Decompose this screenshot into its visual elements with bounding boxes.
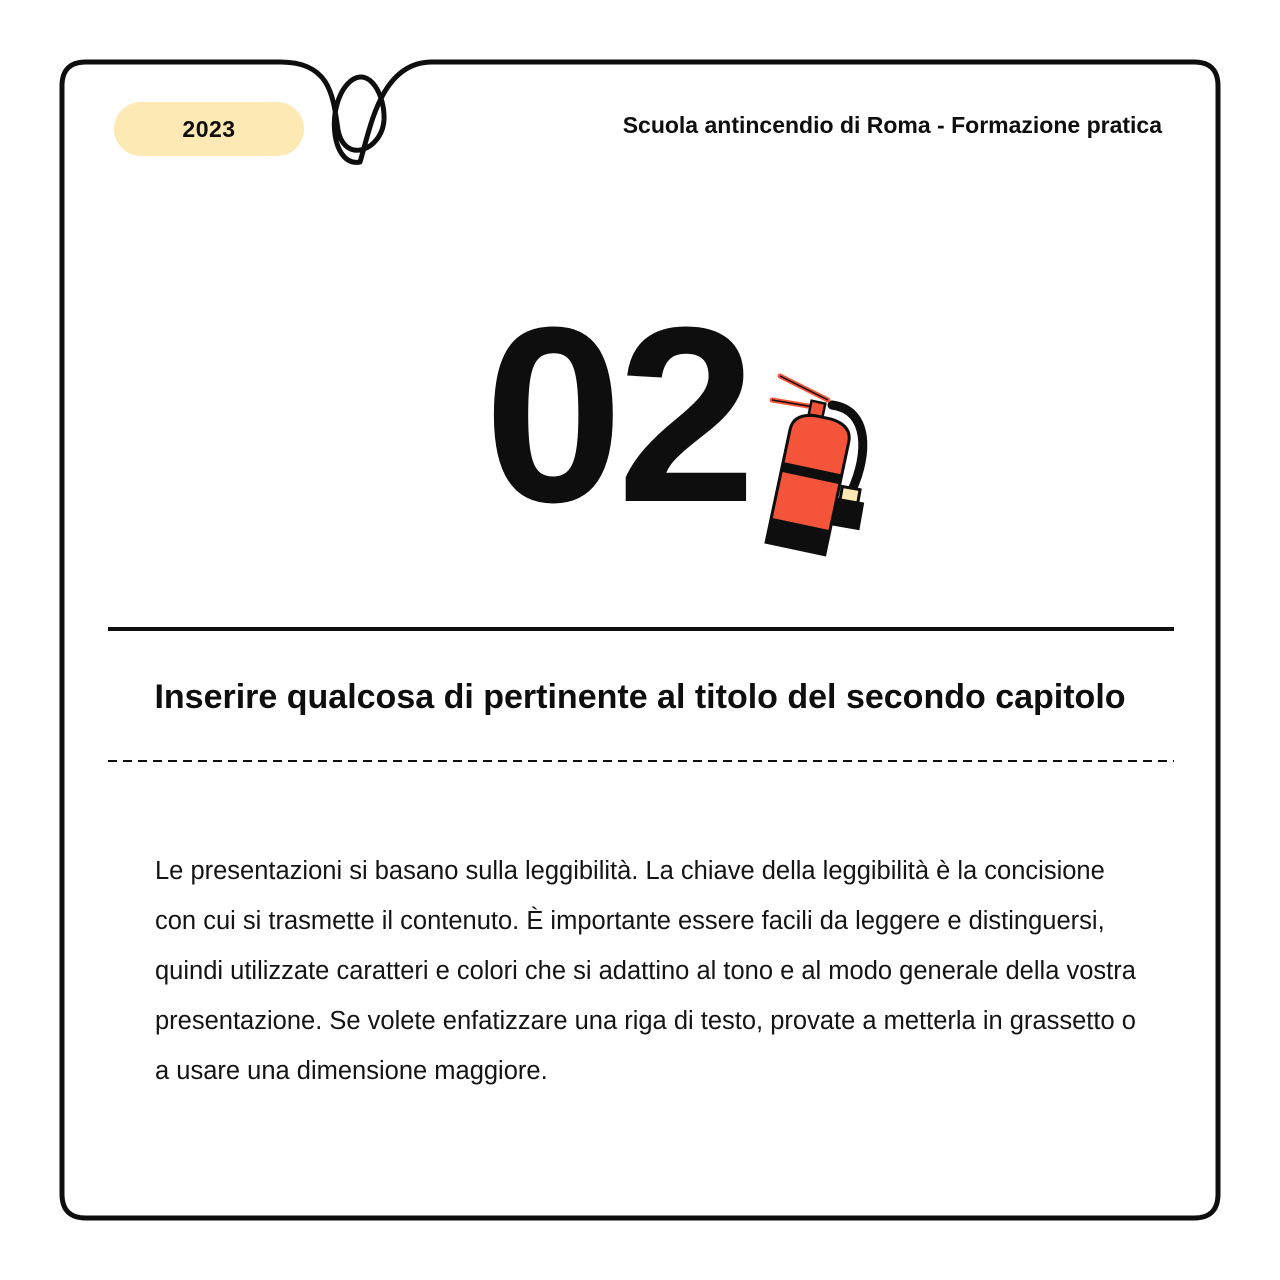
- chapter-title: Inserire qualcosa di pertinente al titolo del secondo capitolo: [154, 678, 1126, 716]
- fire-extinguisher-icon: [740, 360, 890, 570]
- school-name: Scuola antincendio di Roma - Formazione pratica: [622, 112, 1162, 138]
- year-badge: [114, 102, 304, 156]
- chapter-number: 02: [484, 275, 751, 554]
- chapter-body: Le presentazioni si basano sulla leggibilità. La chiave della leggibilità è la concisione con cui si trasmette il contenuto. È importante essere facili da leggere e distinguersi, quindi utilizzate caratteri e colori che si adattino al tono e al modo generale della vostra presentazione. Se volete enfatizzare una riga di testo, provate a metterla in grassetto o a usare una dimensione maggiore.: [155, 857, 1136, 1085]
- year-label: 2023: [182, 115, 236, 142]
